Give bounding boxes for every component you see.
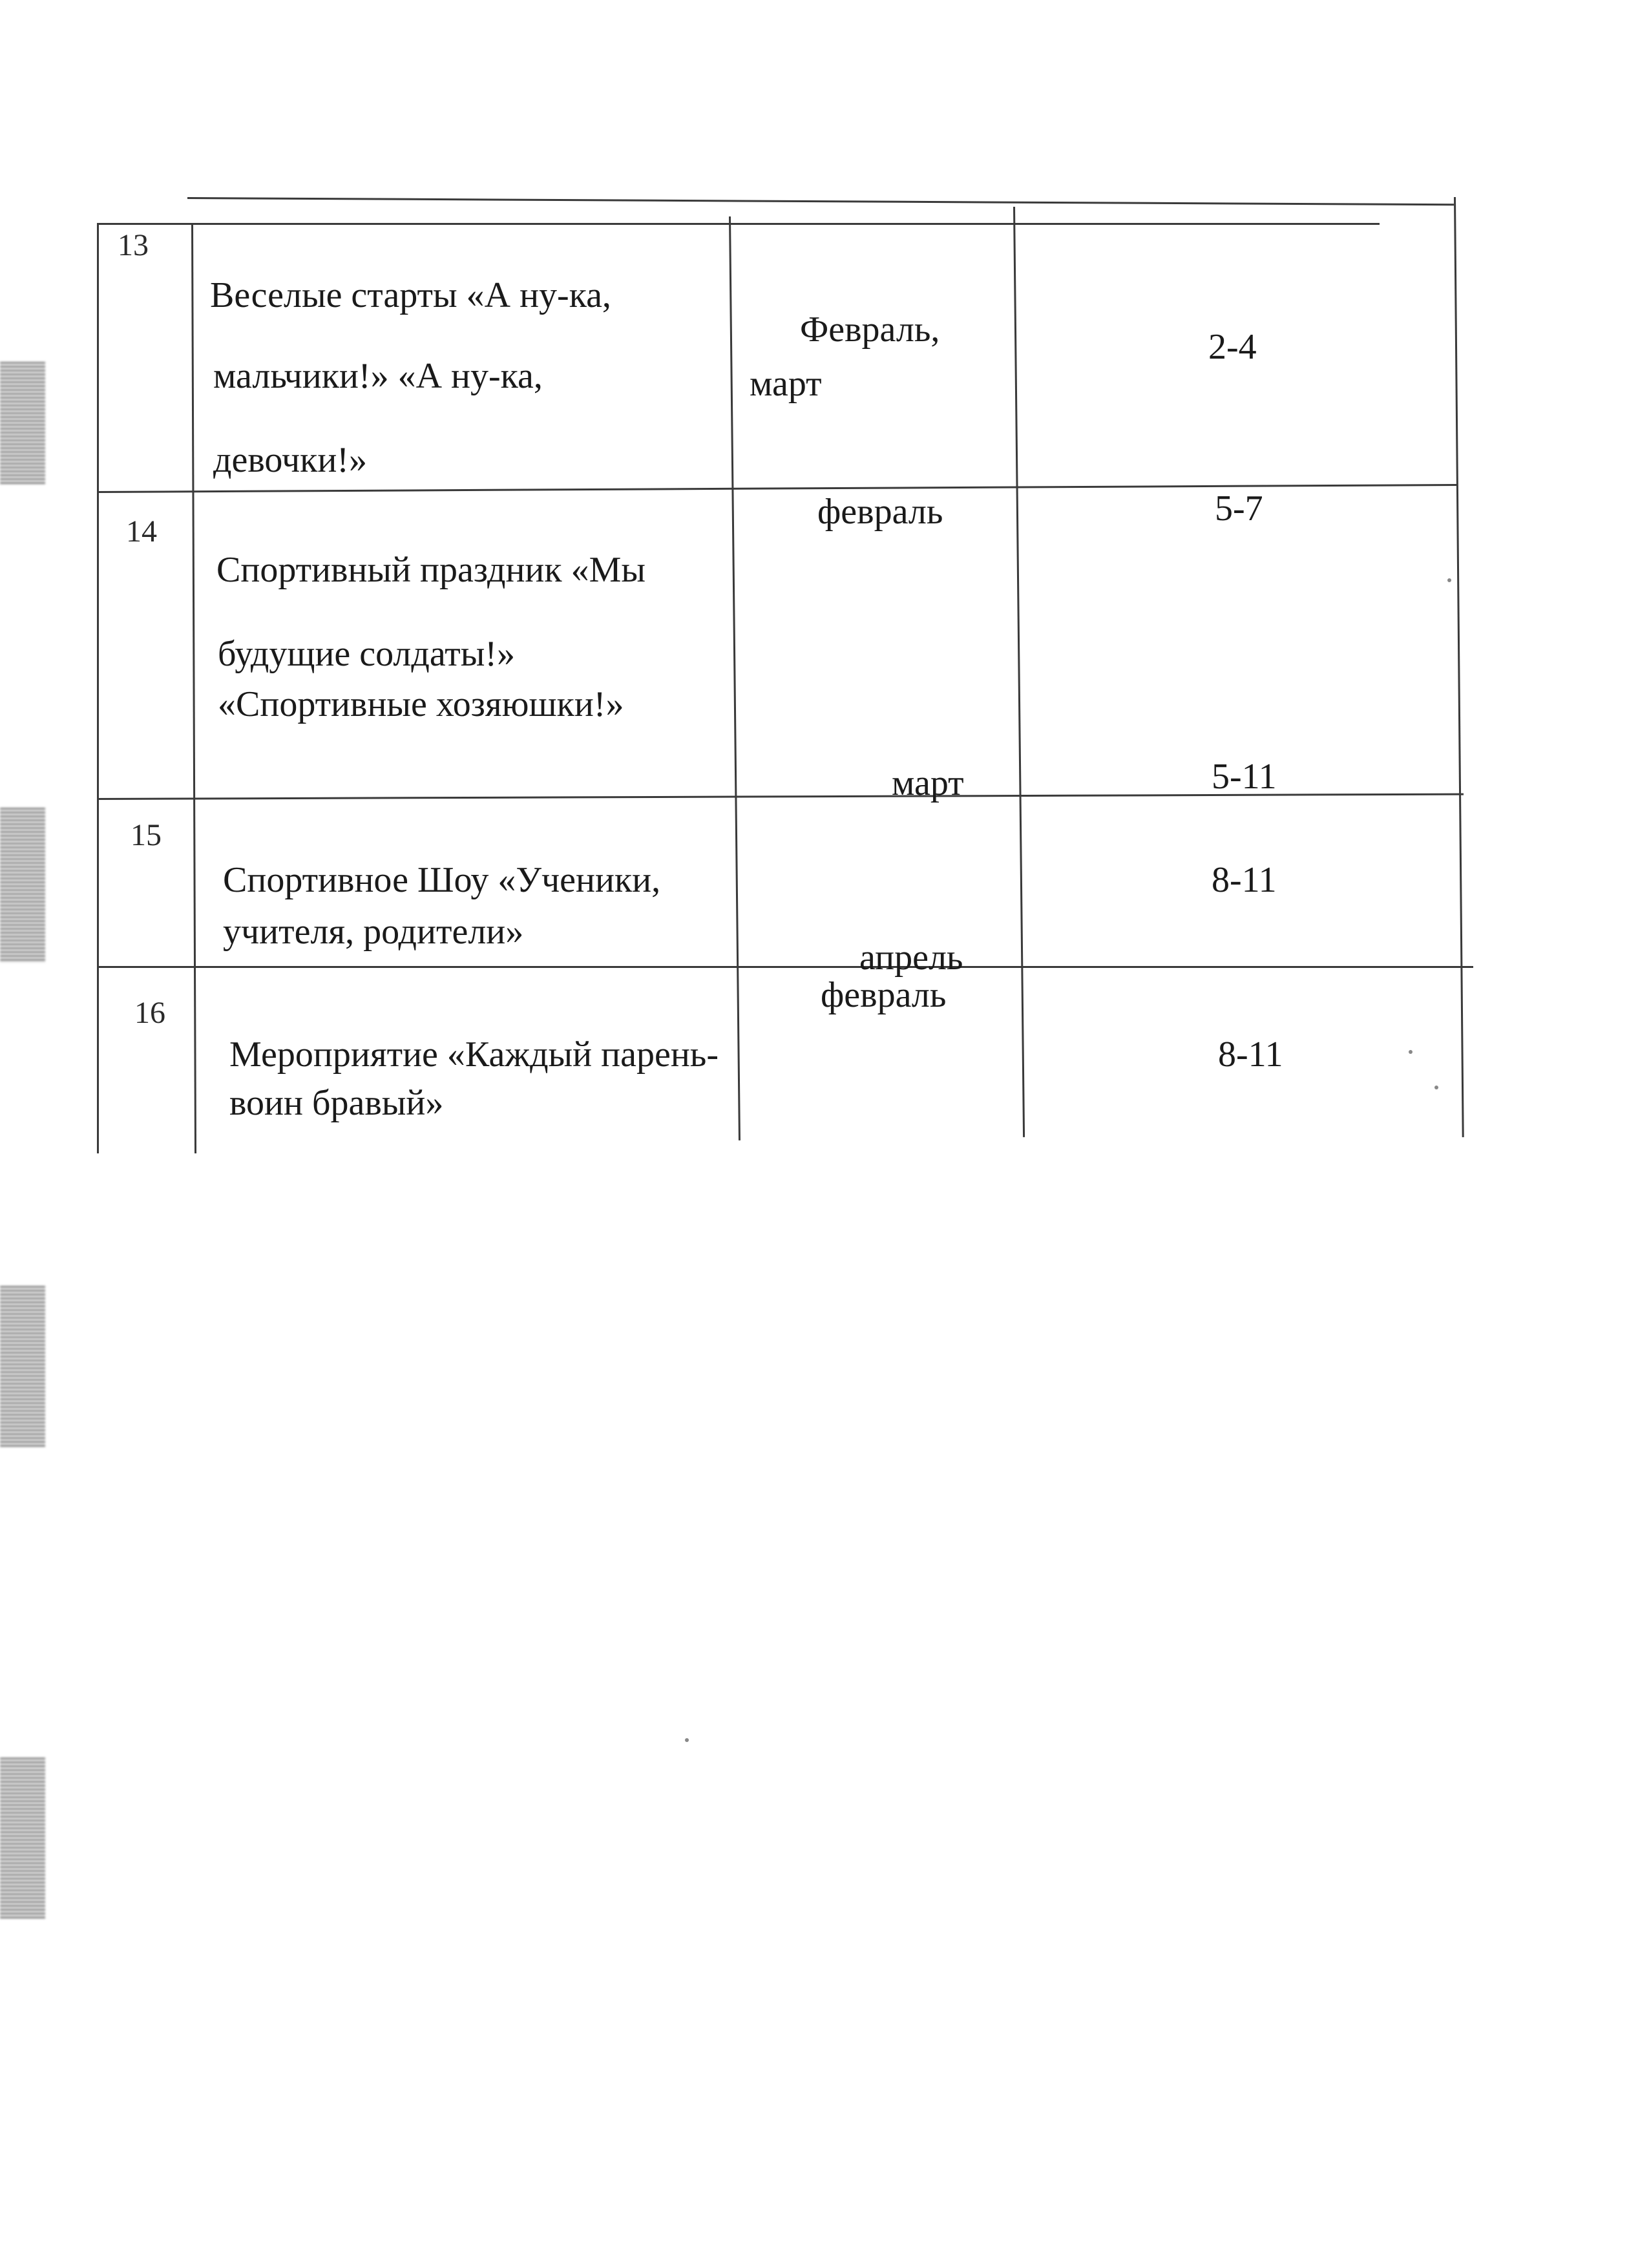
date-line: февраль	[821, 975, 947, 1015]
table-border-top	[187, 197, 1454, 205]
column-divider	[191, 223, 196, 1153]
scan-artifact	[0, 1758, 45, 1919]
grades-value: 5-7	[1215, 488, 1263, 529]
event-line: Мероприятие «Каждый парень-	[229, 1034, 719, 1075]
row-number: 16	[134, 996, 165, 1030]
row-number: 14	[126, 514, 157, 549]
row-number: 15	[131, 818, 162, 852]
scan-artifact	[0, 808, 45, 963]
event-line: Спортивный праздник «Мы	[216, 550, 646, 590]
event-line: мальчики!» «А ну-ка,	[213, 356, 543, 396]
event-line: будущие солдаты!»	[218, 634, 515, 674]
date-line: февраль	[817, 492, 943, 532]
row-divider	[97, 966, 1473, 968]
scan-speck	[685, 1738, 689, 1742]
scan-speck	[1434, 1086, 1438, 1089]
column-divider	[729, 216, 740, 1140]
grades-value: 8-11	[1212, 860, 1277, 900]
event-line: Спортивное Шоу «Ученики,	[223, 860, 661, 900]
date-line: март	[750, 364, 822, 404]
grades-value: 2-4	[1208, 327, 1257, 367]
column-divider	[97, 223, 99, 1153]
event-line: учителя, родители»	[223, 912, 524, 952]
table-border-right	[1454, 197, 1464, 1137]
date-line: апрель	[859, 938, 963, 978]
scan-artifact	[0, 1286, 45, 1447]
event-line: девочки!»	[213, 440, 367, 480]
column-divider	[1013, 207, 1025, 1137]
scan-artifact	[0, 362, 45, 485]
scan-speck	[1447, 578, 1451, 582]
event-line: воин бравый»	[229, 1083, 444, 1123]
date-line: март	[892, 763, 964, 803]
grades-value: 5-11	[1212, 757, 1277, 797]
row-number: 13	[118, 228, 149, 262]
row-divider	[97, 223, 1380, 225]
date-line: Февраль,	[800, 310, 940, 350]
event-line: Веселые старты «А ну-ка,	[210, 275, 611, 315]
event-line: «Спортивные хозяюшки!»	[218, 684, 624, 724]
scan-speck	[1409, 1050, 1413, 1054]
grades-value: 8-11	[1218, 1034, 1283, 1075]
